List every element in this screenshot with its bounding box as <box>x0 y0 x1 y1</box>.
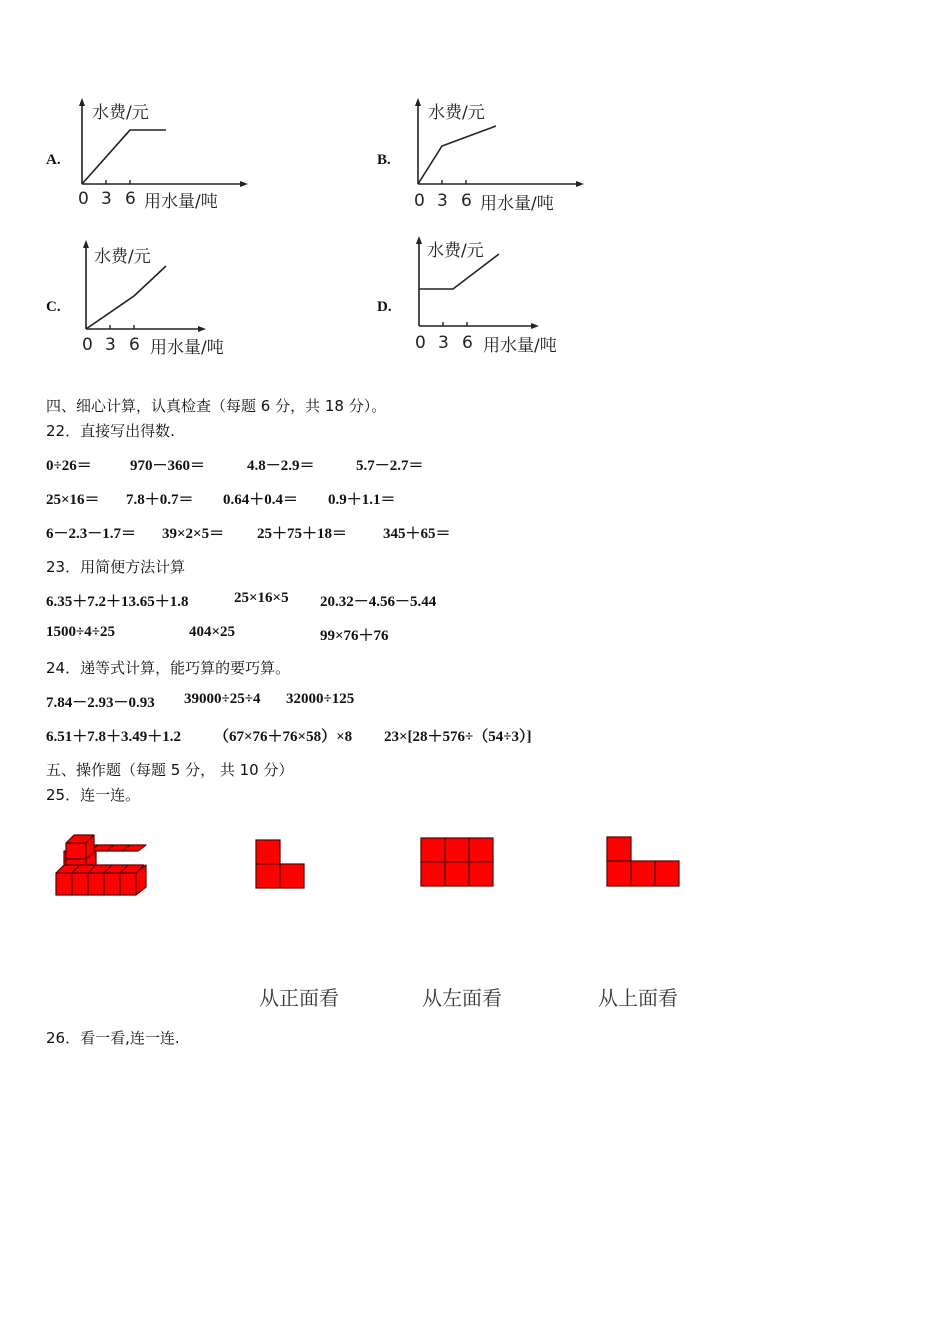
cube-stack-image <box>52 825 152 897</box>
square <box>256 840 280 864</box>
x-axis-arrow <box>576 181 584 187</box>
cube-front-face <box>56 873 72 895</box>
tick-label: 0 <box>78 189 89 209</box>
tick-label: 6 <box>461 191 472 211</box>
y-axis-arrow <box>83 240 89 248</box>
expression: 25×16＝ <box>46 492 100 508</box>
tick-label: 3 <box>437 191 448 211</box>
square <box>607 837 631 861</box>
option-label: A. <box>46 152 61 168</box>
square <box>469 838 493 862</box>
q22-title: 22．直接写出得数. <box>46 422 175 440</box>
x-axis-label: 用水量/吨 <box>150 338 224 358</box>
square <box>421 838 445 862</box>
water-fee-graph-b <box>406 98 606 213</box>
expression: 25＋75＋18＝ <box>257 526 348 542</box>
y-axis-arrow <box>416 236 422 244</box>
fee-line <box>418 126 496 184</box>
water-fee-graph-c <box>74 240 274 358</box>
cube-front-face <box>66 843 86 859</box>
section-4-heading: 四、细心计算，认真检查（每题 6 分，共 18 分）。 <box>46 397 387 415</box>
view-shape-long-l <box>606 836 680 887</box>
cube-front-face <box>72 873 88 895</box>
x-axis-label: 用水量/吨 <box>144 192 218 212</box>
square <box>421 862 445 886</box>
option-label: D. <box>377 299 392 315</box>
expression: 4.8－2.9＝ <box>247 458 315 474</box>
expression: 39×2×5＝ <box>162 526 225 542</box>
y-axis-arrow <box>415 98 421 106</box>
expression: 7.84－2.93－0.93 <box>46 695 155 711</box>
tick-label: 6 <box>125 189 136 209</box>
fee-line <box>86 266 166 329</box>
cube-front-face <box>66 859 86 865</box>
cube-front-face <box>104 873 120 895</box>
tick-label: 3 <box>438 333 449 353</box>
expression: 970－360＝ <box>130 458 206 474</box>
expression: 0.64＋0.4＝ <box>223 492 299 508</box>
x-axis-arrow <box>198 326 206 332</box>
expression: 39000÷25÷4 <box>184 691 261 707</box>
square <box>607 861 631 886</box>
section-5-heading: 五、操作题（每题 5 分， 共 10 分） <box>46 761 294 779</box>
tick-label: 6 <box>129 335 140 355</box>
x-axis-arrow <box>240 181 248 187</box>
y-axis-label: 水费/元 <box>92 103 149 123</box>
y-axis-label: 水费/元 <box>94 247 151 267</box>
expression: 99×76＋76 <box>320 628 389 644</box>
tick-label: 0 <box>82 335 93 355</box>
expression: 345＋65＝ <box>383 526 451 542</box>
x-axis-arrow <box>531 323 539 329</box>
square <box>445 838 469 862</box>
expression: 7.8＋0.7＝ <box>126 492 194 508</box>
y-axis-label: 水费/元 <box>427 241 484 261</box>
q24-title: 24．递等式计算，能巧算的要巧算。 <box>46 659 291 677</box>
tick-label: 3 <box>105 335 116 355</box>
fee-line <box>82 130 166 184</box>
square <box>445 862 469 886</box>
cube-front-face <box>88 873 104 895</box>
square <box>631 861 655 886</box>
tick-label: 0 <box>414 191 425 211</box>
q26-title: 26．看一看,连一连. <box>46 1029 180 1047</box>
y-axis-label: 水费/元 <box>428 103 485 123</box>
q23-title: 23．用简便方法计算 <box>46 558 186 576</box>
square <box>469 862 493 886</box>
expression: 1500÷4÷25 <box>46 624 115 640</box>
expression: 20.32－4.56－5.44 <box>320 594 437 610</box>
expression: （67×76＋76×58）×8 <box>214 729 353 745</box>
view-label-top: 从上面看 <box>598 986 678 1010</box>
option-label: B. <box>377 152 391 168</box>
expression: 23×[28＋576÷（54÷3）] <box>384 729 532 745</box>
square <box>280 864 304 888</box>
expression: 5.7－2.7＝ <box>356 458 424 474</box>
expression: 25×16×5 <box>234 590 289 606</box>
square <box>256 864 280 888</box>
option-label: C. <box>46 299 61 315</box>
expression: 6－2.3－1.7＝ <box>46 526 137 542</box>
y-axis-arrow <box>79 98 85 106</box>
expression: 0.9＋1.1＝ <box>328 492 396 508</box>
q25-title: 25．连一连。 <box>46 786 141 804</box>
square <box>655 861 679 886</box>
view-label-left: 从左面看 <box>422 986 502 1010</box>
water-fee-graph-a <box>70 98 270 213</box>
view-shape-rectangle <box>420 837 494 887</box>
tick-label: 6 <box>462 333 473 353</box>
expression: 0÷26＝ <box>46 458 92 474</box>
expression: 6.51＋7.8＋3.49＋1.2 <box>46 729 182 745</box>
expression: 6.35＋7.2＋13.65＋1.8 <box>46 594 189 610</box>
expression: 32000÷125 <box>286 691 355 707</box>
x-axis-label: 用水量/吨 <box>483 336 557 356</box>
tick-label: 0 <box>415 333 426 353</box>
view-label-front: 从正面看 <box>259 986 339 1010</box>
tick-label: 3 <box>101 189 112 209</box>
expression: 404×25 <box>189 624 236 640</box>
water-fee-graph-d <box>407 236 607 356</box>
cube-front-face <box>120 873 136 895</box>
x-axis-label: 用水量/吨 <box>480 194 554 214</box>
view-shape-l <box>255 839 305 889</box>
